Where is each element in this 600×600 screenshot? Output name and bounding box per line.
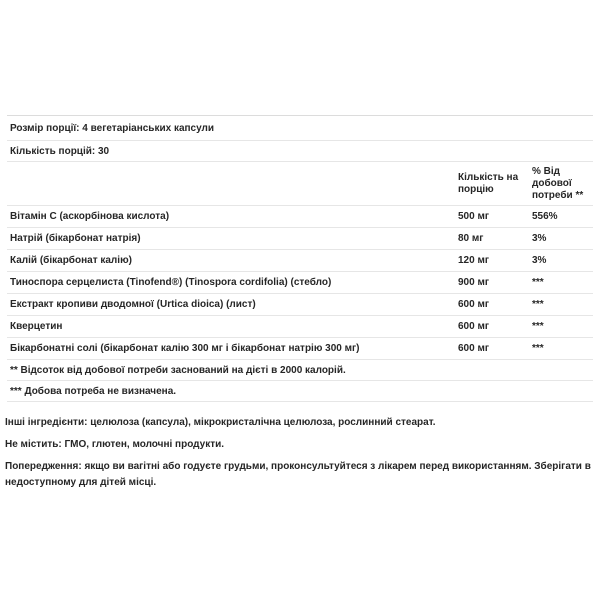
ingredient-daily-value: 3% — [532, 255, 547, 266]
table-row — [7, 338, 593, 360]
ingredient-amount: 600 мг — [458, 343, 490, 354]
footnote-not-established-text: *** Добова потреба не визначена. — [10, 385, 177, 397]
free-of-text: Не містить: ГМО, глютен, молочні продукти. — [5, 439, 225, 450]
table-row — [7, 228, 593, 250]
ingredient-amount: 80 мг — [458, 233, 484, 244]
ingredient-daily-value: *** — [532, 277, 544, 288]
ingredient-name: Вітамін C (аскорбінова кислота) — [10, 211, 170, 222]
ingredient-amount: 600 мг — [458, 299, 490, 310]
additional-info-section — [5, 415, 594, 497]
table-row — [7, 294, 593, 316]
ingredient-name: Калій (бікарбонат калію) — [10, 255, 132, 266]
ingredient-name: Бікарбонатні солі (бікарбонат калію 300 мг і бікарбонат натрію 300 мг) — [10, 343, 360, 354]
ingredient-amount: 900 мг — [458, 277, 490, 288]
footnote-row — [7, 381, 593, 402]
ingredient-name: Екстракт кропиви дводомної (Urtica dioica) (лист) — [10, 299, 256, 310]
ingredient-name: Натрій (бікарбонат натрія) — [10, 233, 141, 244]
column-header-daily-value: % Від добової потреби ** — [532, 165, 584, 201]
servings-count-text: Кількість порцій: 30 — [10, 145, 110, 157]
servings-count-row — [7, 141, 593, 162]
ingredient-daily-value: *** — [532, 321, 544, 332]
footnote-row — [7, 360, 593, 381]
ingredient-name: Кверцетин — [10, 321, 63, 332]
table-row — [7, 206, 593, 228]
serving-size-row — [7, 115, 593, 141]
warning-text: Попередження: якщо ви вагітні або годуєте грудьми, проконсультуйтеся з лікарем перед використанням. Зберігати в недоступному для дітей місці. — [5, 461, 591, 488]
table-row — [7, 272, 593, 294]
supplement-facts-table — [7, 115, 593, 402]
ingredient-daily-value: *** — [532, 343, 544, 354]
ingredient-name: Тиноспора серцелиста (Tinofend®) (Tinospora cordifolia) (стебло) — [10, 277, 332, 288]
column-header-amount: Кількість на порцію — [458, 171, 519, 195]
ingredient-amount: 500 мг — [458, 211, 490, 222]
ingredient-amount: 120 мг — [458, 255, 490, 266]
serving-size-text: Розмір порції: 4 вегетаріанських капсули — [10, 122, 215, 134]
table-row — [7, 316, 593, 338]
other-ingredients-text: Інші інгредієнти: целюлоза (капсула), мікрокристалічна целюлоза, рослинний стеарат. — [5, 417, 436, 428]
ingredient-daily-value: 556% — [532, 211, 558, 222]
table-row — [7, 250, 593, 272]
ingredient-amount: 600 мг — [458, 321, 490, 332]
ingredient-daily-value: 3% — [532, 233, 547, 244]
footnote-daily-value-text: ** Відсоток від добової потреби заснований на дієті в 2000 калорій. — [10, 364, 346, 376]
table-header-row — [7, 162, 593, 206]
ingredient-daily-value: *** — [532, 299, 544, 310]
